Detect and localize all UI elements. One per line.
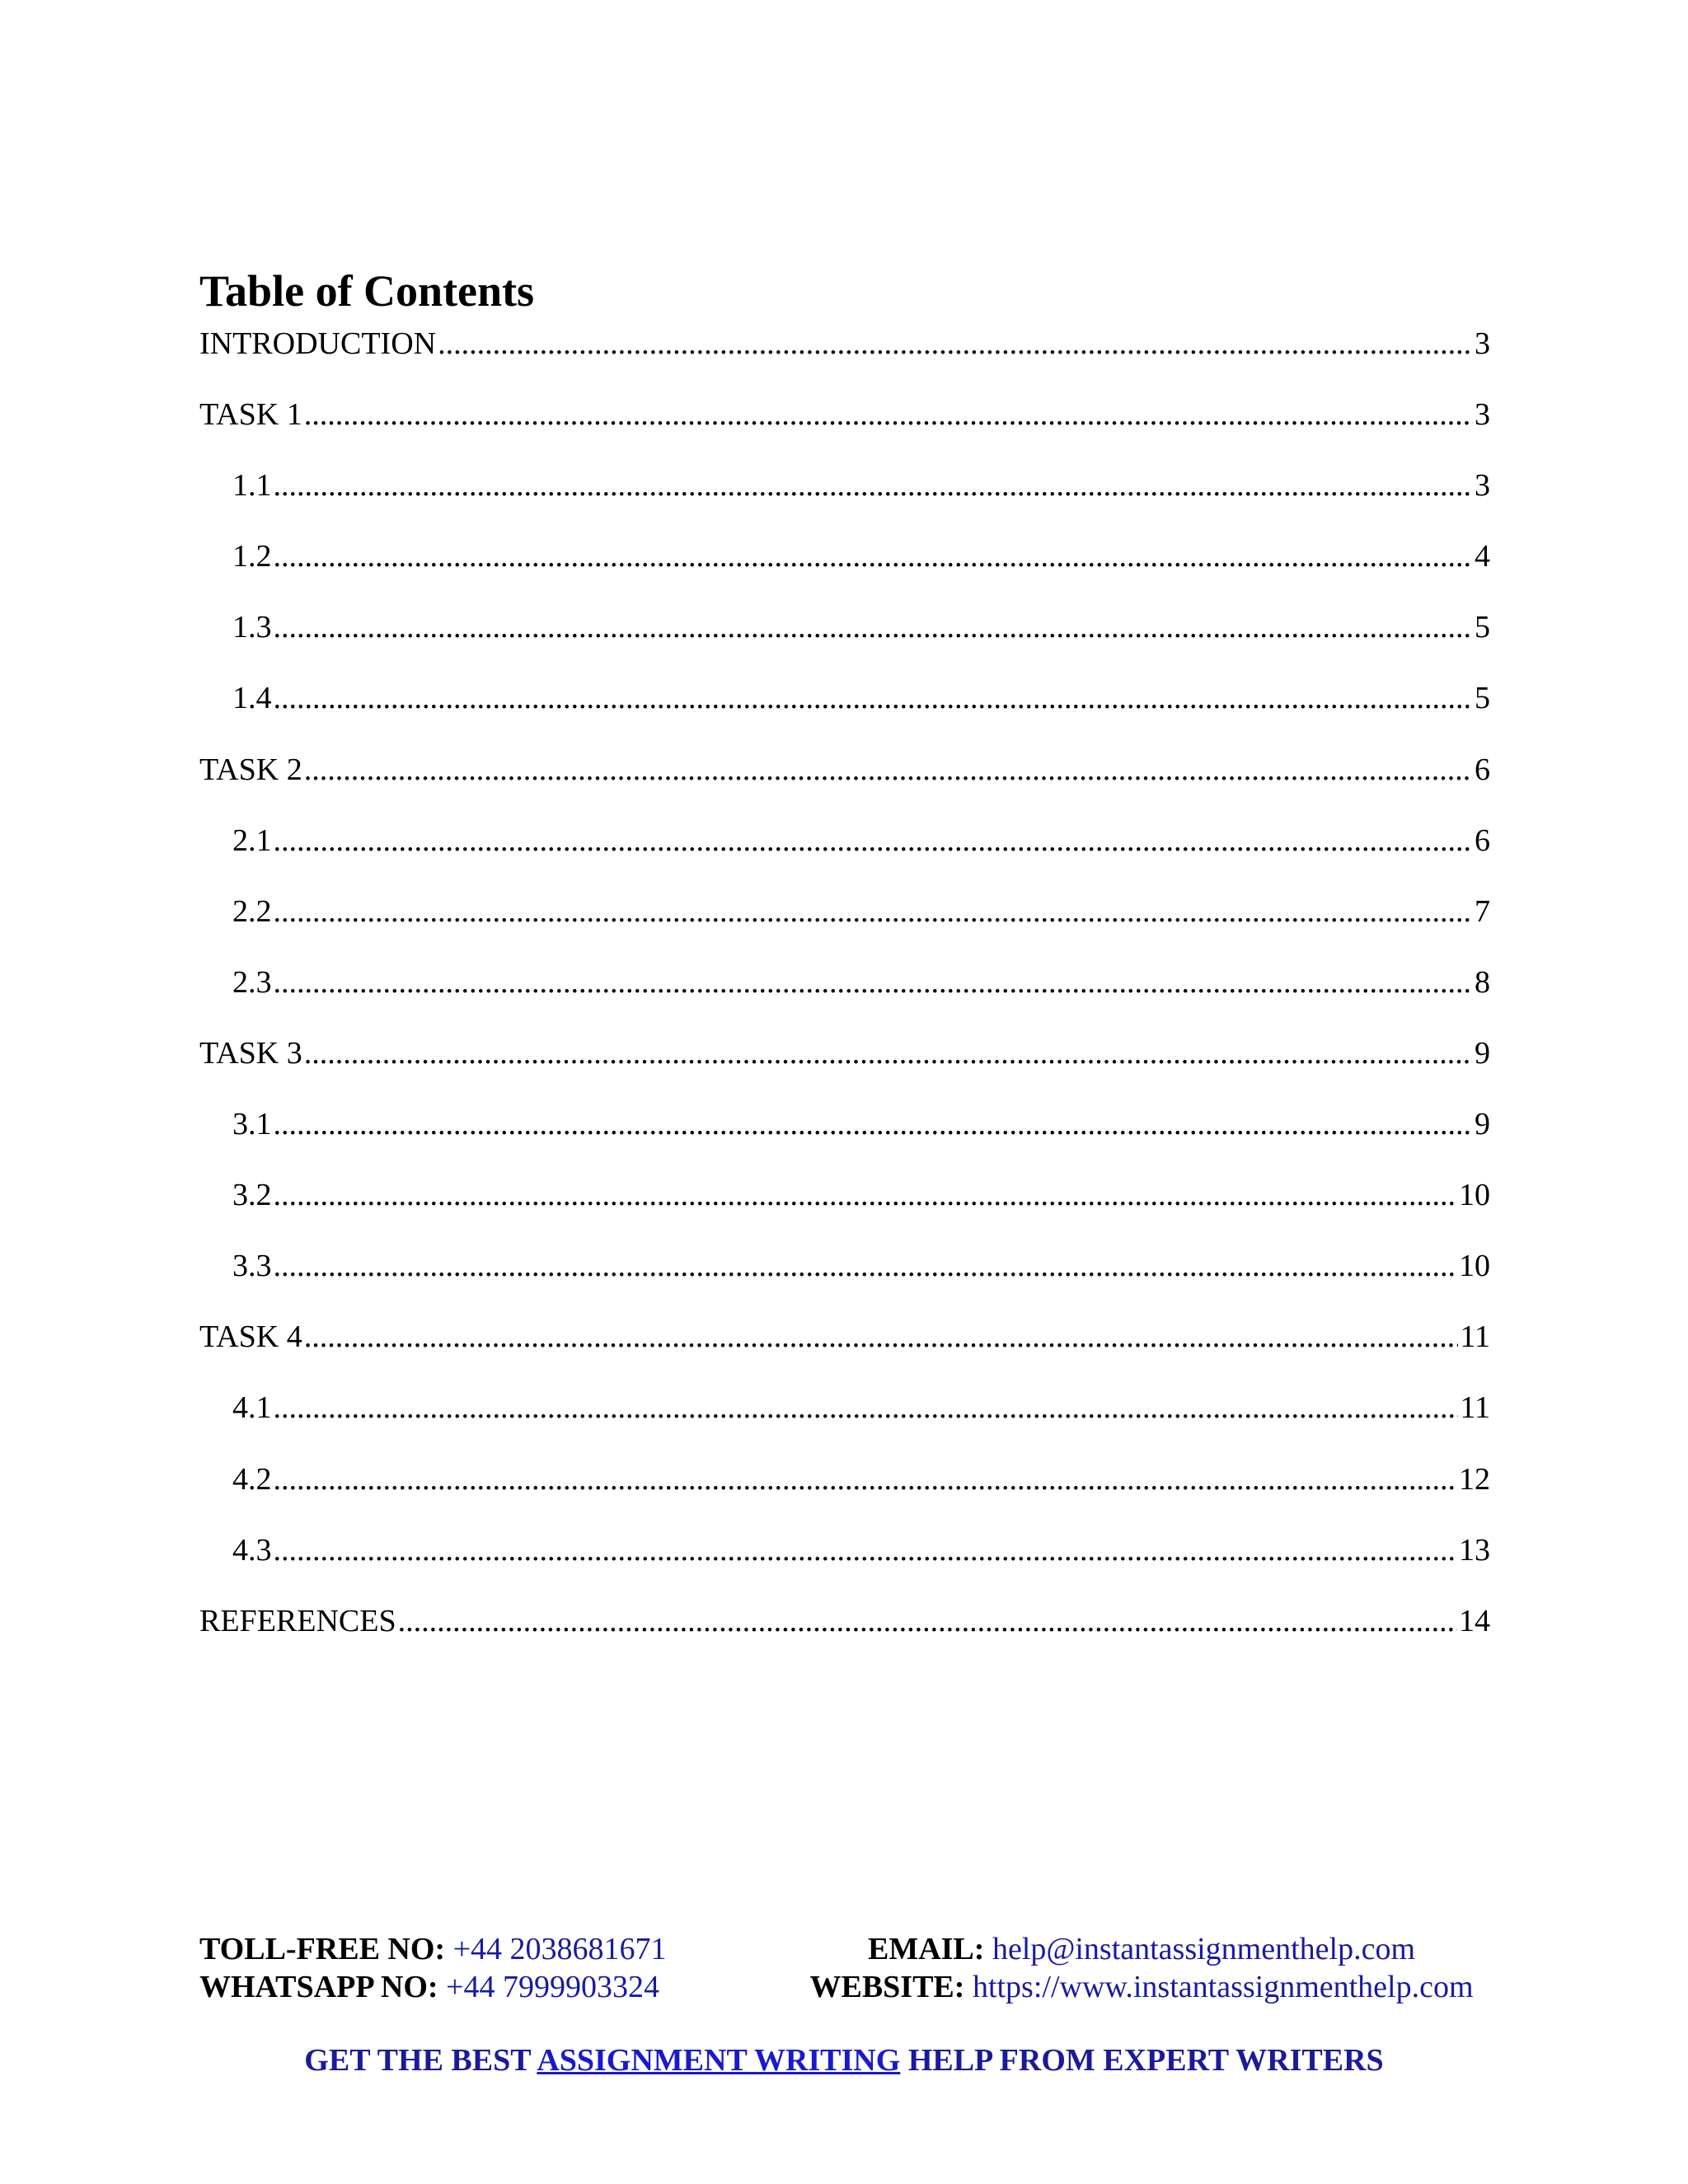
dot-leader: [274, 602, 1474, 653]
toc-entry[interactable]: [199, 673, 1490, 743]
dot-leader: [274, 1099, 1474, 1150]
toc-entry[interactable]: [199, 460, 1490, 531]
dot-leader: [274, 886, 1474, 937]
dot-leader: [274, 1240, 1458, 1291]
toc-entry-page-number: 5: [1475, 681, 1490, 716]
toc-entry[interactable]: [199, 1596, 1490, 1666]
dot-leader: [304, 1028, 1473, 1079]
dot-leader: [274, 1454, 1458, 1505]
website-link[interactable]: https://www.instantassignmenthelp.com: [972, 1970, 1474, 2004]
toc-entry[interactable]: [199, 1028, 1490, 1099]
dot-leader: [274, 957, 1474, 1008]
toc-entry-label: TASK 4: [199, 1319, 302, 1355]
toc-entry-label: 1.4: [232, 681, 272, 716]
email-link[interactable]: help@instantassignmenthelp.com: [992, 1932, 1416, 1966]
tollfree-label: TOLL-FREE NO:: [199, 1932, 446, 1966]
website-label: WEBSITE:: [809, 1970, 965, 2004]
toc-entry[interactable]: [199, 1169, 1490, 1240]
toc-entry-label: TASK 3: [199, 1035, 302, 1071]
toc-entry[interactable]: [199, 1311, 1490, 1382]
toc-entry[interactable]: [199, 1099, 1490, 1169]
toc-entry-label: INTRODUCTION: [199, 326, 437, 361]
banner-suffix: HELP FROM EXPERT WRITERS: [900, 2043, 1384, 2078]
toc-entry[interactable]: [199, 318, 1490, 389]
toc-entry-label: 2.1: [232, 823, 272, 858]
toc-entry-page-number: 9: [1475, 1107, 1490, 1142]
toc-entry-page-number: 14: [1459, 1603, 1490, 1638]
toc-entry-page-number: 3: [1475, 326, 1490, 361]
toc-entry-page-number: 7: [1475, 893, 1490, 929]
toc-entry-label: 3.3: [232, 1249, 272, 1284]
dot-leader: [438, 318, 1473, 369]
tollfree-number[interactable]: +44 2038681671: [452, 1932, 667, 1966]
contact-footer: [199, 1930, 1490, 2006]
toc-entry-page-number: 10: [1459, 1249, 1490, 1284]
toc-entry-label: 4.2: [232, 1461, 272, 1497]
toc-entry[interactable]: [199, 602, 1490, 673]
toc-entry[interactable]: [199, 1240, 1490, 1311]
toc-entry-label: 1.2: [232, 539, 272, 574]
toc-entry-label: 3.2: [232, 1178, 272, 1213]
banner-prefix: GET THE BEST: [304, 2043, 537, 2078]
toc-entry-label: TASK 2: [199, 752, 302, 787]
toc-title: Table of Contents: [199, 266, 535, 316]
dot-leader: [304, 744, 1473, 795]
toc-entry-page-number: 13: [1459, 1532, 1490, 1568]
dot-leader: [274, 460, 1474, 511]
toc-entry[interactable]: [199, 1454, 1490, 1525]
dot-leader: [274, 1525, 1458, 1576]
dot-leader: [398, 1596, 1457, 1647]
promo-banner: [0, 2042, 1688, 2079]
dot-leader: [274, 1382, 1459, 1433]
toc-entry-label: 3.1: [232, 1107, 272, 1142]
toc-entry[interactable]: [199, 389, 1490, 460]
toc-entry-page-number: 10: [1459, 1178, 1490, 1213]
footer-row-2: [199, 1968, 1490, 2006]
toc-entry[interactable]: [199, 815, 1490, 886]
dot-leader: [304, 1311, 1459, 1362]
toc-entry-label: 2.2: [232, 893, 272, 929]
toc-entry-page-number: 4: [1475, 539, 1490, 574]
toc-entry-page-number: 5: [1475, 610, 1490, 645]
dot-leader: [274, 1169, 1458, 1221]
toc-entry-page-number: 9: [1475, 1035, 1490, 1071]
whatsapp-label: WHATSAPP NO:: [199, 1970, 438, 2004]
dot-leader: [274, 673, 1474, 724]
toc-list: [199, 318, 1490, 1666]
toc-entry-page-number: 6: [1475, 752, 1490, 787]
toc-entry[interactable]: [199, 531, 1490, 602]
footer-row-1: [199, 1930, 1490, 1968]
whatsapp-number[interactable]: +44 7999903324: [446, 1970, 660, 2004]
toc-entry[interactable]: [199, 1382, 1490, 1453]
toc-entry-label: 2.3: [232, 964, 272, 1000]
toc-entry-label: 1.3: [232, 610, 272, 645]
toc-entry-page-number: 11: [1460, 1319, 1490, 1355]
toc-entry-label: 4.1: [232, 1390, 272, 1426]
dot-leader: [274, 815, 1474, 866]
dot-leader: [304, 389, 1473, 440]
whatsapp-line: [199, 1968, 793, 2006]
toc-entry-page-number: 11: [1460, 1390, 1490, 1426]
toc-entry-page-number: 3: [1475, 468, 1490, 504]
toc-entry[interactable]: [199, 1525, 1490, 1596]
toc-entry-page-number: 3: [1475, 397, 1490, 433]
toc-entry-page-number: 8: [1475, 964, 1490, 1000]
toc-entry-label: 4.3: [232, 1532, 272, 1568]
tollfree-line: [199, 1930, 793, 1968]
toc-entry[interactable]: [199, 744, 1490, 815]
email-label: EMAIL:: [867, 1932, 985, 1966]
dot-leader: [274, 531, 1474, 582]
email-line: [793, 1930, 1490, 1968]
toc-entry-label: TASK 1: [199, 397, 302, 433]
assignment-writing-link[interactable]: ASSIGNMENT WRITING: [537, 2043, 901, 2078]
toc-entry-label: 1.1: [232, 468, 272, 504]
toc-entry[interactable]: [199, 957, 1490, 1028]
toc-entry-page-number: 6: [1475, 823, 1490, 858]
toc-entry[interactable]: [199, 886, 1490, 957]
toc-entry-label: REFERENCES: [199, 1603, 396, 1638]
website-line: [793, 1968, 1490, 2006]
toc-entry-page-number: 12: [1459, 1461, 1490, 1497]
